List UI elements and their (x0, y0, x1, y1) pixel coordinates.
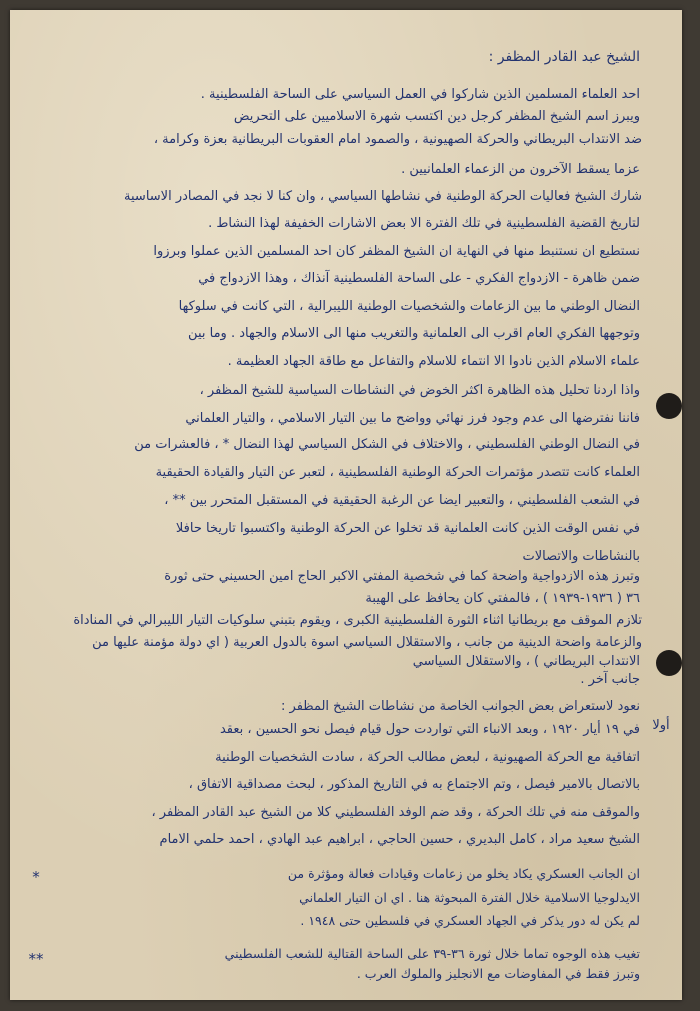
footnote-marker: * (32, 868, 40, 886)
manuscript-page (10, 10, 682, 1000)
text-line: لتاريخ القضية الفلسطينية في تلك الفترة الا بعض الاشارات الخفيفة لهذا النشاط . (208, 216, 640, 231)
text-line: نستطيع ان نستنبط منها في النهاية ان الشيخ المظفر كان احد المسلمين الذين عملوا وبرزوا (153, 244, 640, 259)
text-line: العلماء كانت تتصدر مؤتمرات الحركة الوطنية الفلسطينية ، لتعبر عن التيار والقيادة الحقيقية (155, 465, 640, 480)
text-line: شارك الشيخ فعاليات الحركة الوطنية في نشاطها السياسي ، وان كنا لا نجد في المصادر الاساسية (124, 189, 642, 204)
text-line: وتبرز هذه الازدواجية واضحة كما في شخصية المفتي الاكبر الحاج امين الحسيني حتى ثورة (164, 569, 640, 584)
text-line: ضمن ظاهرة - الازدواج الفكري - على الساحة الفلسطينية آنذاك ، وهذا الازدواج في (198, 271, 640, 286)
text-line: في النضال الوطني الفلسطيني ، والاختلاف في الشكل السياسي لهذا النضال * ، فالعشرات من (134, 437, 640, 452)
text-line: احد العلماء المسلمين الذين شاركوا في العمل السياسي على الساحة الفلسطينية . (200, 87, 640, 102)
text-line: بالنشاطات والاتصالات (522, 549, 640, 564)
text-line: في الشعب الفلسطيني ، والتعبير ايضا عن الرغبة الحقيقية في المستقبل المتحرر بين ** ، (164, 493, 640, 508)
text-line: اتفاقية مع الحركة الصهيونية ، لبعض مطالب الحركة ، سادت الشخصيات الوطنية (215, 750, 640, 765)
text-line: في نفس الوقت الذين كانت العلمانية قد تخلوا عن الحركة الوطنية واكتسبوا تاريخا حافلا (175, 521, 640, 536)
footnote-line: تغيب هذه الوجوه تماما خلال ثورة ٣٦-٣٩ على الساحة القتالية للشعب الفلسطيني (224, 946, 640, 961)
text-line: علماء الاسلام الذين نادوا الا انتماء للاسلام والتفاعل مع طاقة الجهاد العظيمة . (227, 354, 640, 369)
text-line: جانب آخر . (580, 672, 640, 687)
text-line: واذا اردنا تحليل هذه الظاهرة اكثر الخوض في النشاطات السياسية للشيخ المظفر ، (199, 383, 640, 398)
footnote-line: لم يكن له دور يذكر في الجهاد العسكري في فلسطين حتى ١٩٤٨ . (300, 913, 640, 928)
text-line: بالاتصال بالامير فيصل ، وتم الاجتماع به في التاريخ المذكور ، لبحث مصداقية الاتفاق ، (188, 777, 640, 792)
footnote-marker: ** (28, 950, 44, 968)
text-line: الشيخ سعيد مراد ، كامل البديري ، حسين الحاجي ، ابراهيم عبد الهادي ، احمد حلمي الامام (159, 832, 640, 847)
section-intro: نعود لاستعراض بعض الجوانب الخاصة من نشاطات الشيخ المظفر : (281, 699, 640, 714)
margin-label: أولا (652, 718, 670, 733)
footnote-line: الايدلوجيا الاسلامية خلال الفترة المبحوثة هنا . اي ان التيار العلماني (299, 890, 640, 905)
punch-hole (656, 393, 682, 419)
text-line: ضد الانتداب البريطاني والحركة الصهيونية ، والصمود امام العقوبات البريطانية بعزة وكرامة ، (153, 132, 642, 147)
text-line: فاننا نفترضها الى عدم وجود فرز نهائي وواضح ما بين التيار الاسلامي ، والتيار العلماني (185, 411, 640, 426)
text-line: ويبرز اسم الشيخ المظفر كرجل دين اكتسب شهرة الاسلاميين على التحريض (233, 109, 640, 124)
text-line: ٣٦ ( ١٩٣٦-١٩٣٩ ) ، فالمفتي كان يحافظ على الهيبة (365, 591, 640, 606)
text-line: تلازم الموقف مع بريطانيا اثناء الثورة الفلسطينية الكبرى ، ويقوم بتبني سلوكيات التيار الليبرالي في المناداة (73, 613, 642, 628)
text-line: عزما يسقط الآخرون من الزعماء العلمانيين . (401, 162, 640, 177)
text-line: في ١٩ أيار ١٩٢٠ ، وبعد الانباء التي تواردت حول قيام فيصل نحو الحسين ، بعقد (219, 722, 640, 737)
text-line: وتوجهها الفكري العام اقرب الى العلمانية والتغريب منها الى الاسلام والجهاد . وما بين (188, 326, 640, 341)
document-title: الشيخ عبد القادر المظفر : (488, 49, 640, 65)
text-line: والزعامة واضحة الدينية من جانب ، والاستقلال السياسي اسوة بالدول العربية ( اي دولة مؤمنة عليها من (92, 635, 642, 650)
punch-hole (656, 650, 682, 676)
text-line: والموقف منه في تلك الحركة ، وقد ضم الوفد الفلسطيني كلا من الشيخ عبد القادر المظفر ، (151, 805, 640, 820)
text-line: الانتداب البريطاني ) ، والاستقلال السياسي (412, 654, 640, 669)
footnote-line: ان الجانب العسكري يكاد يخلو من زعامات وقيادات فعالة ومؤثرة من (287, 866, 640, 881)
text-line: النضال الوطني ما بين الزعامات والشخصيات الوطنية الليبرالية ، التي كانت في سلوكها (178, 299, 640, 314)
footnote-line: وتبرز فقط في المفاوضات مع الانجليز والملوك العرب . (356, 966, 640, 981)
